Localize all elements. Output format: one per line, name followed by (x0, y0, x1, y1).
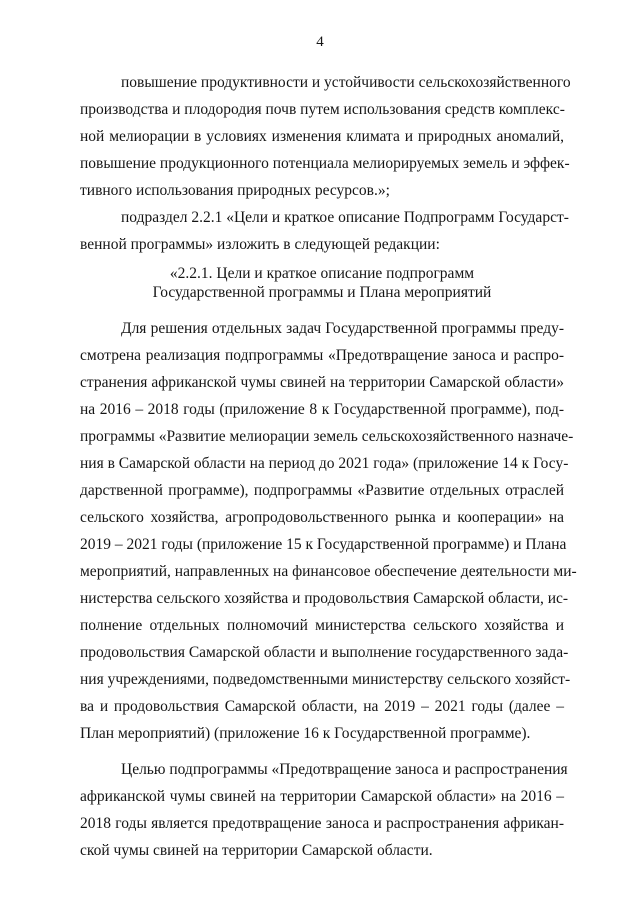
page-number: 4 (316, 34, 324, 50)
text-line: ва и продовольствия Самарской области, на 2019 – 2021 годы (далее – (80, 698, 564, 715)
text-line: нистерства сельского хозяйства и продовольствия Самарской области, ис- (80, 590, 569, 607)
text-line: смотрена реализация подпрограммы «Предотвращение заноса и распро- (80, 347, 564, 364)
section-heading-line: «2.2.1. Цели и краткое описание подпрограмм (169, 265, 475, 282)
text-line: 2018 годы является предотвращение заноса и распространения африкан- (80, 815, 564, 832)
text-line: ния в Самарской области на период до 2021 года» (приложение 14 к Госу- (80, 455, 569, 472)
text-line: мероприятий, направленных на финансовое обеспечение деятельности ми- (80, 563, 577, 580)
text-line: повышение продуктивности и устойчивости сельскохозяйственного (121, 74, 571, 91)
text-line: дарственной программе), подпрограммы «Развитие отдельных отраслей (80, 482, 564, 499)
text-line: производства и плодородия почв путем использования средств комплекс- (80, 101, 565, 118)
text-line: сельского хозяйства, агропродовольственного рынка и кооперации» на (80, 509, 564, 526)
text-line: План мероприятий) (приложение 16 к Государственной программе). (80, 725, 531, 742)
text-line: Целью подпрограммы «Предотвращение заноса и распространения (121, 761, 568, 778)
text-line: тивного использования природных ресурсов.»; (80, 182, 390, 199)
text-line: странения африканской чумы свиней на территории Самарской области» (80, 374, 564, 391)
text-line: ния учреждениями, подведомственными министерству сельского хозяйст- (80, 671, 571, 688)
text-line: 2019 – 2021 годы (приложение 15 к Государственной программе) и Плана (80, 536, 567, 553)
text-line: повышение продукционного потенциала мелиорируемых земель и эффек- (80, 155, 570, 172)
text-line: венной программы» изложить в следующей редакции: (80, 236, 440, 253)
text-line: подраздел 2.2.1 «Цели и краткое описание Подпрограмм Государст- (121, 209, 569, 226)
text-line: африканской чумы свиней на территории Самарской области» на 2016 – (80, 788, 564, 805)
text-line: на 2016 – 2018 годы (приложение 8 к Государственной программе), под- (80, 401, 564, 418)
text-line: ной мелиорации в условиях изменения климата и природных аномалий, (80, 128, 564, 145)
section-heading-line: Государственной программы и Плана мероприятий (152, 284, 492, 301)
text-line: ской чумы свиней на территории Самарской области. (80, 842, 433, 859)
text-line: программы «Развитие мелиорации земель сельскохозяйственного назначе- (80, 428, 574, 445)
text-line: Для решения отдельных задач Государственной программы преду- (121, 320, 564, 337)
text-line: полнение отдельных полномочий министерства сельского хозяйства и (80, 617, 564, 634)
text-line: продовольствия Самарской области и выполнение государственного зада- (80, 644, 569, 661)
